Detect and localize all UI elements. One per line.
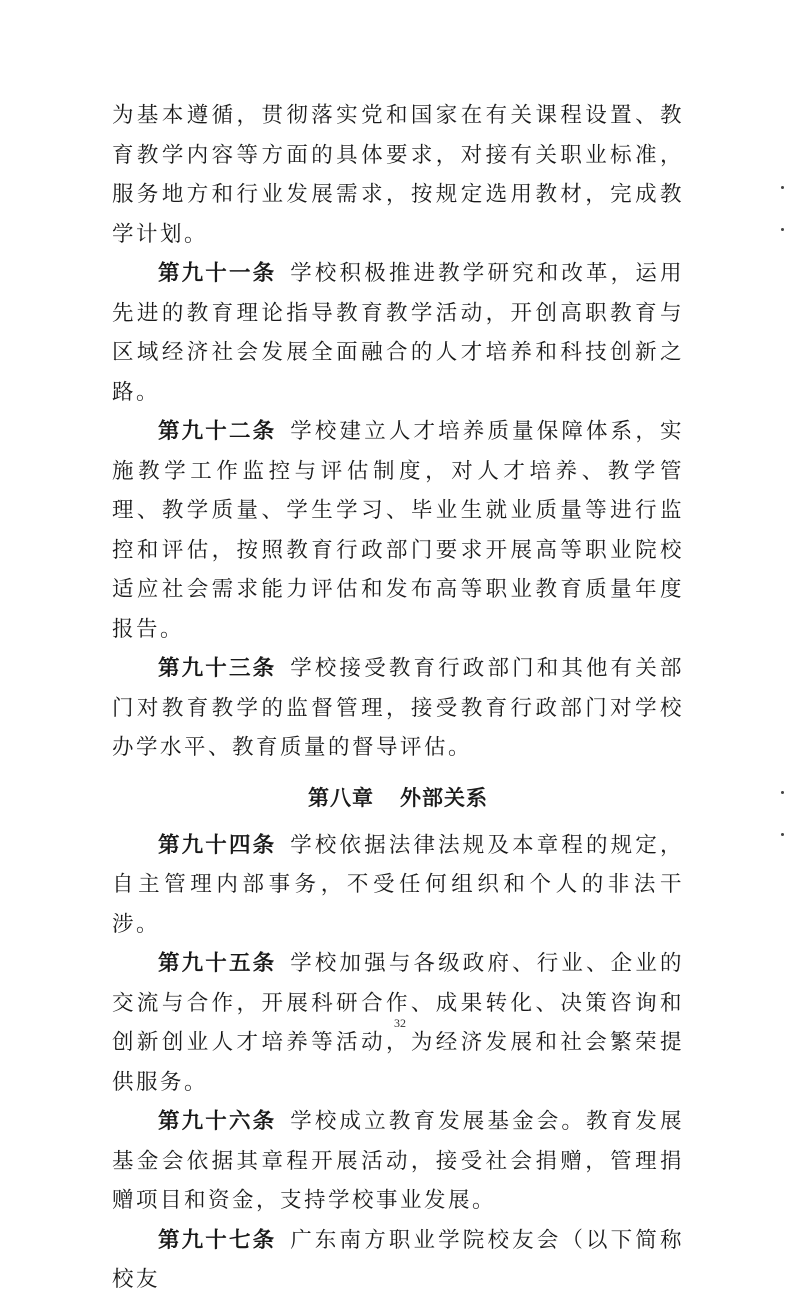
article-96	[112, 1102, 684, 1221]
article-label: 第九十四条	[158, 832, 277, 858]
article-92	[112, 412, 684, 649]
scan-speck	[781, 186, 784, 189]
article-text: 广东南方职业学院校友会（以下简称校友	[112, 1227, 684, 1292]
article-label: 第九十七条	[158, 1227, 277, 1253]
article-label: 第九十二条	[158, 419, 277, 444]
article-text: 学校接受教育行政部门和其他有关部门对教育教学的监督管理，接受教育行政部门对学校办学水平、教育质量的督导评估。	[112, 656, 684, 760]
scan-speck	[781, 833, 784, 836]
article-97	[112, 1221, 684, 1300]
article-91	[112, 254, 684, 412]
chapter-heading	[112, 774, 684, 822]
article-text: 学校加强与各级政府、行业、企业的交流与合作，开展科研合作、成果转化、决策咨询和创新创业人才培养等活动，为经济发展和社会繁荣提供服务。	[112, 951, 684, 1095]
article-94	[112, 826, 684, 945]
scan-speck	[781, 791, 784, 794]
article-text: 学校依据法律法规及本章程的规定，自主管理内部事务，不受任何组织和个人的非法干涉。	[112, 832, 684, 937]
chapter-title: 外部关系	[400, 785, 488, 810]
article-93	[112, 649, 684, 768]
chapter-number: 第八章	[308, 785, 374, 810]
article-text: 学校成立教育发展基金会。教育发展基金会依据其章程开展活动，接受社会捐赠，管理捐赠项目和资金，支持学校事业发展。	[112, 1109, 684, 1213]
article-label: 第九十一条	[158, 261, 277, 286]
page-number: 32	[394, 1016, 406, 1030]
article-label: 第九十五条	[158, 951, 277, 976]
article-text: 学校建立人才培养质量保障体系，实施教学工作监控与评估制度，对人才培养、教学管理、教学质量、学生学习、毕业生就业质量等进行监控和评估，按照教育行政部门要求开展高等职业院校适应社会需求能力评估和发布高等职业教育质量年度报告。	[112, 419, 684, 642]
article-label: 第九十三条	[158, 656, 277, 681]
article-label: 第九十六条	[158, 1109, 277, 1134]
scan-speck	[781, 228, 784, 231]
article-text: 学校积极推进教学研究和改革，运用先进的教育理论指导教育教学活动，开创高职教育与区域经济社会发展全面融合的人才培养和科技创新之路。	[112, 261, 684, 405]
opening-paragraph: 为基本遵循，贯彻落实党和国家在有关课程设置、教育教学内容等方面的具体要求，对接有关职业标准，服务地方和行业发展需求，按规定选用教材，完成教学计划。	[112, 103, 684, 247]
document-page	[112, 96, 684, 1300]
